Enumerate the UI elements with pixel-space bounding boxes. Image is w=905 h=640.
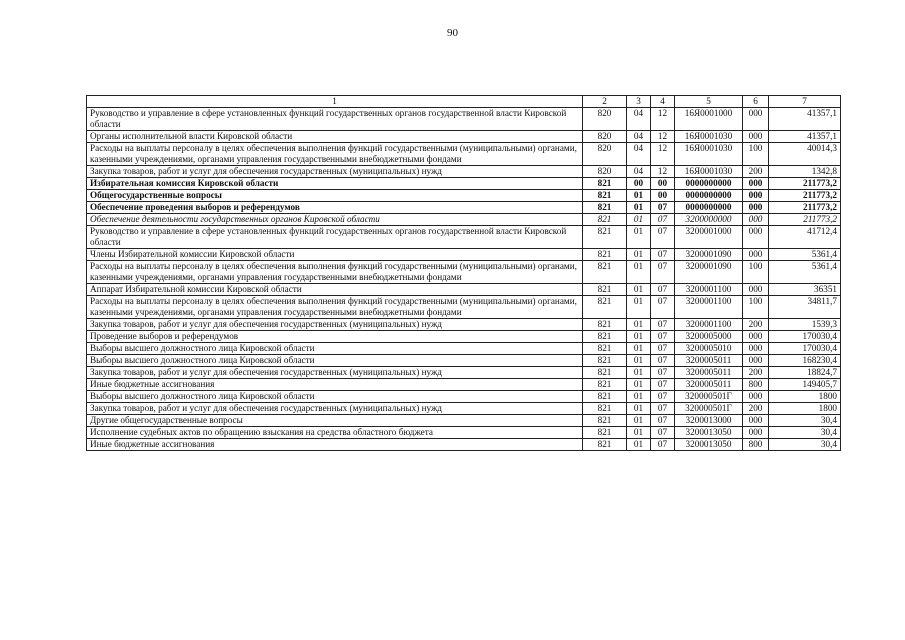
expense-type-cell: 000 xyxy=(743,202,769,214)
subsection-code-cell: 07 xyxy=(651,439,675,451)
subsection-code-cell: 07 xyxy=(651,391,675,403)
expense-type-cell: 200 xyxy=(743,319,769,331)
table-row xyxy=(87,131,841,143)
amount-cell: 30,4 xyxy=(769,439,841,451)
amount-cell: 149405,7 xyxy=(769,379,841,391)
ministry-code-cell: 821 xyxy=(583,249,627,261)
subsection-code-cell: 07 xyxy=(651,355,675,367)
expense-type-cell: 000 xyxy=(743,214,769,226)
table-row xyxy=(87,214,841,226)
row-name-cell: Общегосударственные вопросы xyxy=(87,190,583,202)
table-row xyxy=(87,226,841,249)
expense-type-cell: 000 xyxy=(743,108,769,131)
table-row xyxy=(87,379,841,391)
subsection-code-cell: 07 xyxy=(651,226,675,249)
row-name-cell: Аппарат Избирательной комиссии Кировской области xyxy=(87,284,583,296)
subsection-code-cell: 12 xyxy=(651,108,675,131)
ministry-code-cell: 821 xyxy=(583,296,627,319)
budget-table xyxy=(86,95,841,451)
subsection-code-cell: 07 xyxy=(651,214,675,226)
ministry-code-cell: 821 xyxy=(583,367,627,379)
ministry-code-cell: 821 xyxy=(583,319,627,331)
target-article-cell: 3200001100 xyxy=(675,296,743,319)
section-code-cell: 01 xyxy=(627,202,651,214)
target-article-cell: 3200000000 xyxy=(675,214,743,226)
row-name-cell: Расходы на выплаты персоналу в целях обеспечения выполнения функций государственными (муниципальными) органами, казенными учреждениями, органами управления государственными внебюджетными фондами xyxy=(87,296,583,319)
amount-cell: 5361,4 xyxy=(769,261,841,284)
target-article-cell: 3200005011 xyxy=(675,355,743,367)
table-row xyxy=(87,178,841,190)
ministry-code-cell: 821 xyxy=(583,439,627,451)
target-article-cell: 320000501Г xyxy=(675,391,743,403)
expense-type-cell: 000 xyxy=(743,331,769,343)
column-header-name: 1 xyxy=(87,96,583,108)
column-header-target-article: 5 xyxy=(675,96,743,108)
section-code-cell: 01 xyxy=(627,427,651,439)
target-article-cell: 0000000000 xyxy=(675,178,743,190)
target-article-cell: 3200001090 xyxy=(675,249,743,261)
table-row xyxy=(87,331,841,343)
row-name-cell: Выборы высшего должностного лица Кировской области xyxy=(87,391,583,403)
subsection-code-cell: 07 xyxy=(651,403,675,415)
table-row xyxy=(87,166,841,178)
subsection-code-cell: 07 xyxy=(651,379,675,391)
row-name-cell: Другие общегосударственные вопросы xyxy=(87,415,583,427)
target-article-cell: 3200013050 xyxy=(675,427,743,439)
row-name-cell: Руководство и управление в сфере установленных функций государственных органов государственной власти Кировской области xyxy=(87,226,583,249)
target-article-cell: 3200005011 xyxy=(675,367,743,379)
row-name-cell: Закупка товаров, работ и услуг для обеспечения государственных (муниципальных) нужд xyxy=(87,367,583,379)
table-row xyxy=(87,202,841,214)
subsection-code-cell: 07 xyxy=(651,427,675,439)
section-code-cell: 01 xyxy=(627,355,651,367)
ministry-code-cell: 821 xyxy=(583,214,627,226)
table-row xyxy=(87,439,841,451)
ministry-code-cell: 820 xyxy=(583,166,627,178)
ministry-code-cell: 821 xyxy=(583,343,627,355)
ministry-code-cell: 821 xyxy=(583,379,627,391)
section-code-cell: 01 xyxy=(627,331,651,343)
amount-cell: 1800 xyxy=(769,403,841,415)
table-row xyxy=(87,190,841,202)
expense-type-cell: 200 xyxy=(743,403,769,415)
table-body xyxy=(87,108,841,451)
table-row xyxy=(87,367,841,379)
subsection-code-cell: 07 xyxy=(651,296,675,319)
row-name-cell: Выборы высшего должностного лица Кировской области xyxy=(87,355,583,367)
expense-type-cell: 000 xyxy=(743,415,769,427)
ministry-code-cell: 820 xyxy=(583,108,627,131)
expense-type-cell: 800 xyxy=(743,379,769,391)
target-article-cell: 16Я0001000 xyxy=(675,108,743,131)
section-code-cell: 04 xyxy=(627,131,651,143)
target-article-cell: 16Я0001030 xyxy=(675,166,743,178)
amount-cell: 40014,3 xyxy=(769,143,841,166)
section-code-cell: 01 xyxy=(627,415,651,427)
expense-type-cell: 000 xyxy=(743,284,769,296)
target-article-cell: 3200005010 xyxy=(675,343,743,355)
section-code-cell: 04 xyxy=(627,143,651,166)
row-name-cell: Проведение выборов и референдумов xyxy=(87,331,583,343)
section-code-cell: 01 xyxy=(627,296,651,319)
amount-cell: 1539,3 xyxy=(769,319,841,331)
amount-cell: 1800 xyxy=(769,391,841,403)
column-header-ministry: 2 xyxy=(583,96,627,108)
column-number-row xyxy=(87,96,841,108)
expense-type-cell: 000 xyxy=(743,249,769,261)
target-article-cell: 320000501Г xyxy=(675,403,743,415)
target-article-cell: 3200001100 xyxy=(675,284,743,296)
section-code-cell: 01 xyxy=(627,403,651,415)
table-row xyxy=(87,355,841,367)
section-code-cell: 01 xyxy=(627,261,651,284)
amount-cell: 211773,2 xyxy=(769,214,841,226)
row-name-cell: Закупка товаров, работ и услуг для обеспечения государственных (муниципальных) нужд xyxy=(87,319,583,331)
table-row xyxy=(87,108,841,131)
amount-cell: 30,4 xyxy=(769,415,841,427)
column-header-subsection: 4 xyxy=(651,96,675,108)
expense-type-cell: 000 xyxy=(743,427,769,439)
target-article-cell: 3200013000 xyxy=(675,415,743,427)
target-article-cell: 0000000000 xyxy=(675,190,743,202)
section-code-cell: 01 xyxy=(627,439,651,451)
table-row xyxy=(87,261,841,284)
row-name-cell: Избирательная комиссия Кировской области xyxy=(87,178,583,190)
expense-type-cell: 000 xyxy=(743,178,769,190)
row-name-cell: Выборы высшего должностного лица Кировской области xyxy=(87,343,583,355)
column-header-amount: 7 xyxy=(769,96,841,108)
row-name-cell: Исполнение судебных актов по обращению взыскания на средства областного бюджета xyxy=(87,427,583,439)
row-name-cell: Органы исполнительной власти Кировской области xyxy=(87,131,583,143)
target-article-cell: 3200001090 xyxy=(675,261,743,284)
subsection-code-cell: 12 xyxy=(651,131,675,143)
amount-cell: 41712,4 xyxy=(769,226,841,249)
amount-cell: 41357,1 xyxy=(769,108,841,131)
row-name-cell: Иные бюджетные ассигнования xyxy=(87,379,583,391)
expense-type-cell: 000 xyxy=(743,190,769,202)
section-code-cell: 01 xyxy=(627,214,651,226)
row-name-cell: Расходы на выплаты персоналу в целях обеспечения выполнения функций государственными (муниципальными) органами, казенными учреждениями, органами управления государственными внебюджетными фондами xyxy=(87,261,583,284)
amount-cell: 5361,4 xyxy=(769,249,841,261)
target-article-cell: 3200013050 xyxy=(675,439,743,451)
table-row xyxy=(87,415,841,427)
amount-cell: 18824,7 xyxy=(769,367,841,379)
expense-type-cell: 200 xyxy=(743,166,769,178)
amount-cell: 41357,1 xyxy=(769,131,841,143)
table-row xyxy=(87,391,841,403)
ministry-code-cell: 820 xyxy=(583,131,627,143)
ministry-code-cell: 821 xyxy=(583,261,627,284)
row-name-cell: Обеспечение деятельности государственных органов Кировской области xyxy=(87,214,583,226)
table-row xyxy=(87,427,841,439)
section-code-cell: 01 xyxy=(627,190,651,202)
target-article-cell: 16Я0001030 xyxy=(675,131,743,143)
table-row xyxy=(87,249,841,261)
row-name-cell: Иные бюджетные ассигнования xyxy=(87,439,583,451)
column-header-expense-type: 6 xyxy=(743,96,769,108)
section-code-cell: 01 xyxy=(627,284,651,296)
section-code-cell: 01 xyxy=(627,391,651,403)
subsection-code-cell: 07 xyxy=(651,415,675,427)
amount-cell: 34811,7 xyxy=(769,296,841,319)
subsection-code-cell: 07 xyxy=(651,367,675,379)
row-name-cell: Закупка товаров, работ и услуг для обеспечения государственных (муниципальных) нужд xyxy=(87,403,583,415)
expense-type-cell: 800 xyxy=(743,439,769,451)
amount-cell: 1342,8 xyxy=(769,166,841,178)
section-code-cell: 01 xyxy=(627,367,651,379)
row-name-cell: Руководство и управление в сфере установленных функций государственных органов государственной власти Кировской области xyxy=(87,108,583,131)
table-row xyxy=(87,403,841,415)
section-code-cell: 04 xyxy=(627,108,651,131)
table-row xyxy=(87,319,841,331)
expense-type-cell: 100 xyxy=(743,143,769,166)
page-number: 90 xyxy=(447,27,458,39)
expense-type-cell: 000 xyxy=(743,355,769,367)
section-code-cell: 01 xyxy=(627,379,651,391)
subsection-code-cell: 07 xyxy=(651,249,675,261)
ministry-code-cell: 821 xyxy=(583,226,627,249)
expense-type-cell: 000 xyxy=(743,343,769,355)
ministry-code-cell: 821 xyxy=(583,178,627,190)
amount-cell: 211773,2 xyxy=(769,202,841,214)
amount-cell: 30,4 xyxy=(769,427,841,439)
expense-type-cell: 000 xyxy=(743,226,769,249)
amount-cell: 211773,2 xyxy=(769,178,841,190)
subsection-code-cell: 07 xyxy=(651,261,675,284)
ministry-code-cell: 821 xyxy=(583,355,627,367)
subsection-code-cell: 07 xyxy=(651,202,675,214)
subsection-code-cell: 07 xyxy=(651,319,675,331)
ministry-code-cell: 821 xyxy=(583,331,627,343)
amount-cell: 170030,4 xyxy=(769,343,841,355)
expense-type-cell: 100 xyxy=(743,296,769,319)
row-name-cell: Закупка товаров, работ и услуг для обеспечения государственных (муниципальных) нужд xyxy=(87,166,583,178)
row-name-cell: Обеспечение проведения выборов и референдумов xyxy=(87,202,583,214)
target-article-cell: 0000000000 xyxy=(675,202,743,214)
section-code-cell: 01 xyxy=(627,319,651,331)
table-row xyxy=(87,284,841,296)
section-code-cell: 00 xyxy=(627,178,651,190)
table-row xyxy=(87,143,841,166)
ministry-code-cell: 821 xyxy=(583,202,627,214)
subsection-code-cell: 12 xyxy=(651,143,675,166)
amount-cell: 211773,2 xyxy=(769,190,841,202)
table-row xyxy=(87,343,841,355)
section-code-cell: 04 xyxy=(627,166,651,178)
expense-type-cell: 000 xyxy=(743,391,769,403)
ministry-code-cell: 821 xyxy=(583,391,627,403)
subsection-code-cell: 12 xyxy=(651,166,675,178)
target-article-cell: 3200005000 xyxy=(675,331,743,343)
ministry-code-cell: 821 xyxy=(583,284,627,296)
ministry-code-cell: 821 xyxy=(583,403,627,415)
amount-cell: 36351 xyxy=(769,284,841,296)
section-code-cell: 01 xyxy=(627,226,651,249)
ministry-code-cell: 821 xyxy=(583,415,627,427)
subsection-code-cell: 00 xyxy=(651,178,675,190)
subsection-code-cell: 07 xyxy=(651,331,675,343)
subsection-code-cell: 07 xyxy=(651,284,675,296)
expense-type-cell: 100 xyxy=(743,261,769,284)
section-code-cell: 01 xyxy=(627,343,651,355)
row-name-cell: Расходы на выплаты персоналу в целях обеспечения выполнения функций государственными (муниципальными) органами, казенными учреждениями, органами управления государственными внебюджетными фондами xyxy=(87,143,583,166)
ministry-code-cell: 821 xyxy=(583,190,627,202)
target-article-cell: 3200005011 xyxy=(675,379,743,391)
target-article-cell: 16Я0001030 xyxy=(675,143,743,166)
table-row xyxy=(87,296,841,319)
expense-type-cell: 000 xyxy=(743,131,769,143)
row-name-cell: Члены Избирательной комиссии Кировской области xyxy=(87,249,583,261)
section-code-cell: 01 xyxy=(627,249,651,261)
amount-cell: 170030,4 xyxy=(769,331,841,343)
subsection-code-cell: 00 xyxy=(651,190,675,202)
amount-cell: 168230,4 xyxy=(769,355,841,367)
expense-type-cell: 200 xyxy=(743,367,769,379)
column-header-section: 3 xyxy=(627,96,651,108)
target-article-cell: 3200001000 xyxy=(675,226,743,249)
ministry-code-cell: 821 xyxy=(583,427,627,439)
ministry-code-cell: 820 xyxy=(583,143,627,166)
subsection-code-cell: 07 xyxy=(651,343,675,355)
target-article-cell: 3200001100 xyxy=(675,319,743,331)
